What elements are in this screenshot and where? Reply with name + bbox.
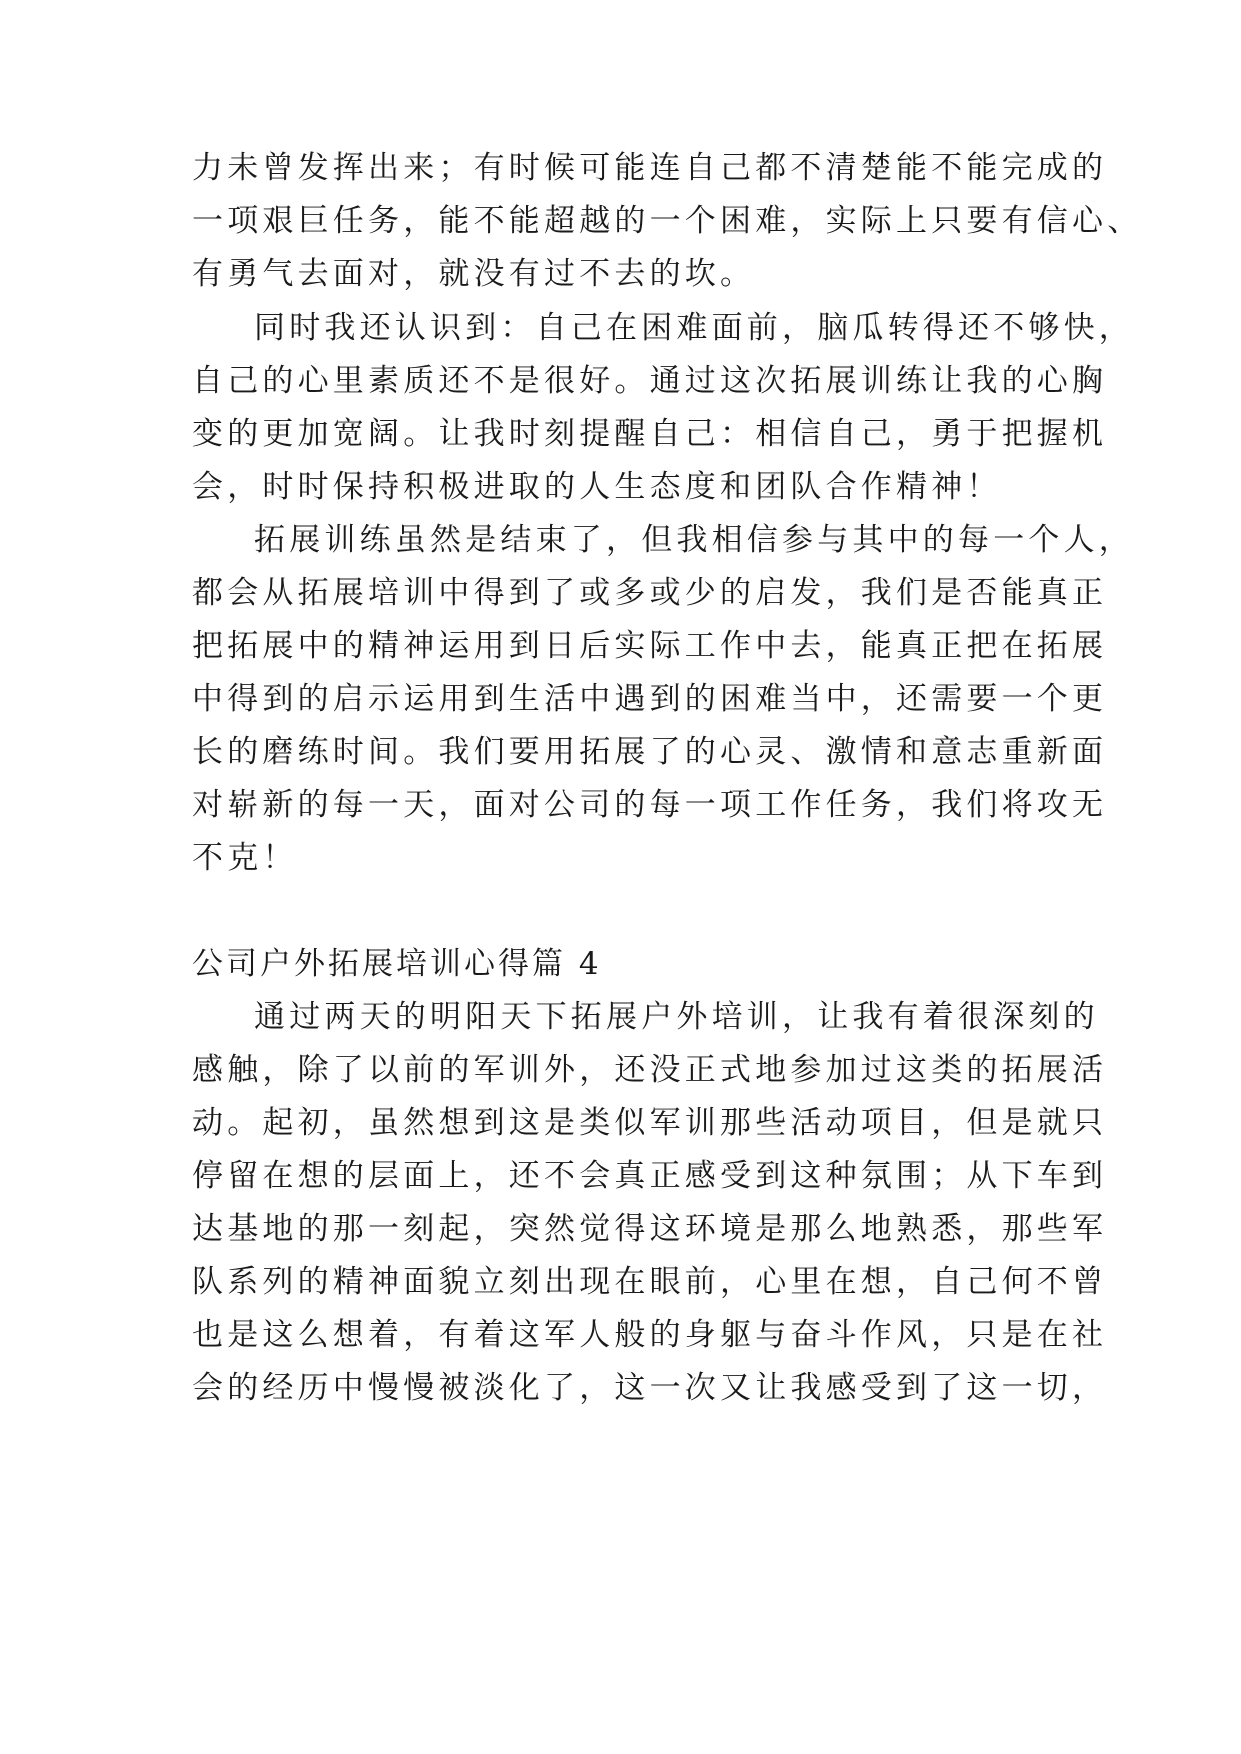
text-line: 自己的心里素质还不是很好。通过这次拓展训练让我的心胸 [192, 363, 1108, 399]
text-line: 感触，除了以前的军训外，还没正式地参加过这类的拓展活 [192, 1052, 1108, 1088]
text-line: 队系列的精神面貌立刻出现在眼前，心里在想，自己何不曾 [192, 1264, 1108, 1300]
text-line: 变的更加宽阔。让我时刻提醒自己：相信自己，勇于把握机 [192, 416, 1108, 452]
text-line: 都会从拓展培训中得到了或多或少的启发，我们是否能真正 [192, 575, 1108, 611]
text-line: 一项艰巨任务，能不能超越的一个困难，实际上只要有信心、 [192, 203, 1143, 239]
text-line: 达基地的那一刻起，突然觉得这环境是那么地熟悉，那些军 [192, 1211, 1108, 1247]
text-line: 通过两天的明阳天下拓展户外培训，让我有着很深刻的 [254, 999, 1099, 1035]
section-heading: 公司户外拓展培训心得篇 4 [192, 946, 602, 982]
text-line: 动。起初，虽然想到这是类似军训那些活动项目，但是就只 [192, 1105, 1108, 1141]
text-line: 有勇气去面对，就没有过不去的坎。 [192, 256, 756, 292]
text-line: 不克！ [192, 840, 298, 876]
text-line: 停留在想的层面上，还不会真正感受到这种氛围；从下车到 [192, 1158, 1108, 1194]
text-line: 对崭新的每一天，面对公司的每一项工作任务，我们将攻无 [192, 787, 1108, 823]
text-line: 把拓展中的精神运用到日后实际工作中去，能真正把在拓展 [192, 628, 1108, 664]
text-line: 中得到的启示运用到生活中遇到的困难当中，还需要一个更 [192, 681, 1108, 717]
text-line: 会的经历中慢慢被淡化了，这一次又让我感受到了这一切， [192, 1370, 1108, 1406]
text-line: 长的磨练时间。我们要用拓展了的心灵、激情和意志重新面 [192, 734, 1108, 770]
text-line: 同时我还认识到：自己在困难面前，脑瓜转得还不够快， [254, 310, 1134, 346]
text-line: 也是这么想着，有着这军人般的身躯与奋斗作风，只是在社 [192, 1317, 1108, 1353]
text-line: 力未曾发挥出来；有时候可能连自己都不清楚能不能完成的 [192, 150, 1108, 186]
text-line: 会，时时保持积极进取的人生态度和团队合作精神！ [192, 469, 1002, 505]
text-line: 拓展训练虽然是结束了，但我相信参与其中的每一个人， [254, 522, 1134, 558]
